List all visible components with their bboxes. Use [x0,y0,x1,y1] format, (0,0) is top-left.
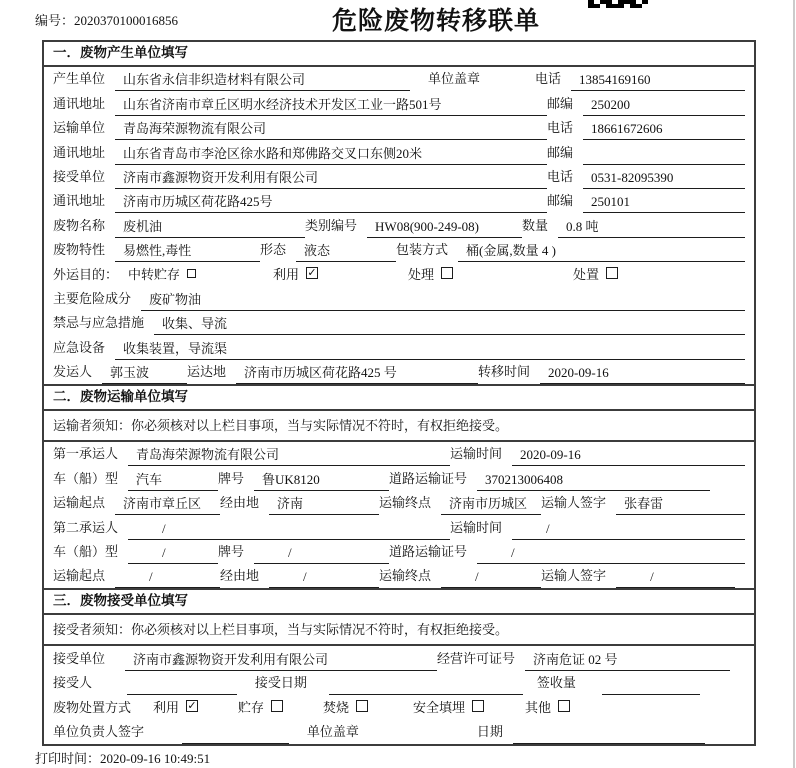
form-row [44,140,754,164]
field-label: 运输起点 [53,495,106,511]
form-row [44,213,754,237]
checkbox-label: 安全填埋 [413,699,466,715]
field-value: 山东省青岛市李沧区徐水路和郑佛路交叉口东侧20米 [115,143,547,165]
form-row [44,262,754,286]
field-value: 2020-09-16 [540,365,745,384]
field-label: 发运人 [53,364,93,380]
checkbox-label: 利用 [153,699,180,715]
section-note: 接受者须知：你必须核对以上栏目事项，当与实际情况不符时，有权拒绝接受。 [44,615,754,646]
field-label: 邮编 [547,95,574,111]
form-row [44,442,754,466]
field-label: 接受人 [53,675,93,691]
field-label: 主要危险成分 [53,290,132,306]
field-label: 运输单位 [53,120,106,136]
field-label: 运达地 [187,364,227,380]
field-value: 济南市历城区荷花路425 号 [236,362,478,384]
field-label: 废物特性 [53,242,106,258]
form-row [44,360,754,384]
form-row [44,466,754,490]
print-time-line [35,748,210,767]
page-edge-divider [793,0,795,768]
field-value: / [441,569,541,588]
field-value: / [616,569,735,588]
form-row [44,67,754,91]
field-value: 济南市鑫源物资开发利用有限公司 [115,167,547,189]
field-label: 通讯地址 [53,193,106,209]
field-value: 济南市历城区荷花路425号 [115,191,547,213]
field-value: 济南危证 02 号 [525,649,730,671]
form-row [44,671,754,695]
field-value: 18661672606 [583,121,745,140]
field-label: 道路运输证号 [389,470,468,486]
form-row [44,165,754,189]
field-value: / [512,521,745,540]
field-value [182,741,289,744]
page-title: 危险废物转移联单 [332,8,541,35]
section-title-receiver: 三．废物接受单位填写 [44,588,754,615]
field-value: / [128,545,218,564]
form-row [44,540,754,564]
field-value: 济南市鑫源物资开发利用有限公司 [125,649,437,671]
checkbox-item [323,697,413,720]
form-row [44,695,754,719]
print-time-label: 打印时间： [35,751,101,766]
section-title-producer: 一．废物产生单位填写 [44,42,754,67]
field-label: 电话 [547,168,574,184]
field-label: 形态 [260,242,287,258]
form-row [44,287,754,311]
form-row [44,189,754,213]
field-label: 牌号 [218,470,245,486]
checkbox-checked-icon: ✓ [307,266,317,279]
checkbox-label: 处置 [573,266,600,282]
checkbox-item [238,697,323,720]
checkbox-unchecked-icon [356,700,368,712]
doc-number-label: 编号： [35,13,75,28]
form-row [44,720,754,744]
field-value: 张春雷 [616,493,745,515]
field-label: 运输起点 [53,568,106,584]
field-label: 签收量 [536,675,576,691]
field-value: / [128,521,450,540]
field-label: 接受单位 [53,168,106,184]
field-label: 运输人签字 [541,495,607,511]
section-note: 运输者须知：你必须核对以上栏目事项，当与实际情况不符时，有权拒绝接受。 [44,411,754,442]
form-row [44,311,754,335]
field-label: 类别编号 [305,217,358,233]
field-label: 经由地 [220,568,260,584]
field-value: 0531-82095390 [583,170,745,189]
field-label: 经营许可证号 [437,650,516,666]
qr-cell [642,4,648,8]
field-label: 运输人签字 [541,568,607,584]
field-value: HW08(900-249-08) [367,219,522,238]
field-label: 废物处置方式 [53,699,132,715]
field-label: 产生单位 [53,71,106,87]
field-label: 接受单位 [53,650,106,666]
checkbox-item [413,697,525,720]
field-label: 运输时间 [450,446,503,462]
field-value: 2020-09-16 [512,447,745,466]
field-label: 单位负责人签字 [53,723,145,739]
form-row [44,515,754,539]
field-value: 山东省永信非织造材料有限公司 [115,69,410,91]
field-value: 收集、导流 [154,313,745,335]
form-row [44,335,754,359]
field-label: 日期 [476,723,503,739]
field-label: 通讯地址 [53,95,106,111]
checkbox-unchecked-icon [472,700,484,712]
field-value: 370213006408 [477,472,710,491]
field-value: / [115,569,220,588]
field-value: 青岛海荣源物流有限公司 [128,444,450,466]
field-label: 运输时间 [450,519,503,535]
field-label: 接受日期 [254,675,307,691]
field-label: 邮编 [547,193,574,209]
field-label: 道路运输证号 [389,544,468,560]
field-value: / [269,569,379,588]
field-label: 运输终点 [379,568,432,584]
checkbox-item [273,264,408,287]
field-label: 数量 [522,217,549,233]
field-value: 山东省济南市章丘区明水经济技术开发区工业一路501号 [115,94,547,116]
field-label: 车（船）型 [53,544,119,560]
field-value: 易燃性,毒性 [115,240,260,262]
field-label: 电话 [535,71,562,87]
form-table [42,40,756,746]
checkbox-label: 中转贮存 [128,266,181,282]
checkbox-item [573,264,618,287]
field-label: 包装方式 [396,242,449,258]
field-text: 单位盖章 [428,71,481,87]
field-label: 牌号 [218,544,245,560]
field-value: 收集装置，导流渠 [115,338,745,360]
checkbox-label: 贮存 [238,699,265,715]
form-row [44,491,754,515]
field-label: 第一承运人 [53,446,119,462]
checkbox-unchecked-icon [606,267,618,279]
checkbox-item [128,264,273,287]
field-value: 济南市历城区 [441,493,541,515]
checkbox-item [525,697,570,720]
field-value: 鲁UK8120 [254,469,389,491]
field-value: 13854169160 [571,72,745,91]
field-label: 应急设备 [53,339,106,355]
form-row [44,238,754,262]
checkbox-item [153,697,238,720]
field-label: 外运目的： [53,266,119,282]
checkbox-unchecked-icon [558,700,570,712]
field-value: 青岛海荣源物流有限公司 [115,118,547,140]
form-row [44,116,754,140]
field-value: 郭玉波 [102,362,187,384]
field-value: 汽车 [128,469,218,491]
checkbox-unchecked-icon [187,269,196,278]
qr-code-icon [588,0,648,8]
field-value: 液态 [296,240,396,262]
form-row [44,646,754,670]
field-value: 济南 [269,493,379,515]
field-label: 转移时间 [478,364,531,380]
form-row [44,91,754,115]
field-value: / [254,545,389,564]
doc-number-line [35,10,178,29]
field-value [513,741,705,744]
checkbox-checked-icon: ✓ [187,699,197,712]
field-value: 250200 [583,97,745,116]
form-row [44,564,754,588]
field-value: 250101 [583,194,745,213]
field-value: 废机油 [115,216,305,238]
field-text: 单位盖章 [306,723,359,739]
checkbox-unchecked-icon [271,700,283,712]
field-label: 禁忌与应急措施 [53,315,145,331]
checkbox-unchecked-icon [441,267,453,279]
checkbox-label: 处理 [408,266,435,282]
print-time-value: 2020-09-16 10:49:51 [100,751,211,766]
section-title-transporter: 二．废物运输单位填写 [44,384,754,411]
field-label: 电话 [547,120,574,136]
field-label: 通讯地址 [53,144,106,160]
field-value: / [477,545,745,564]
field-value: 0.8 吨 [558,216,745,238]
field-label: 第二承运人 [53,519,119,535]
checkbox-label: 利用 [273,266,300,282]
checkbox-label: 其他 [525,699,552,715]
checkbox-label: 焚烧 [323,699,350,715]
field-label: 车（船）型 [53,470,119,486]
field-label: 经由地 [220,495,260,511]
field-value: 废矿物油 [141,289,745,311]
checkbox-item [408,264,573,287]
field-label: 邮编 [547,144,574,160]
field-value: 济南市章丘区 [115,493,220,515]
field-label: 运输终点 [379,495,432,511]
field-value: 桶(金属,数量 4 ) [458,240,745,262]
field-label: 废物名称 [53,217,106,233]
doc-number-value: 2020370100016856 [74,13,179,28]
